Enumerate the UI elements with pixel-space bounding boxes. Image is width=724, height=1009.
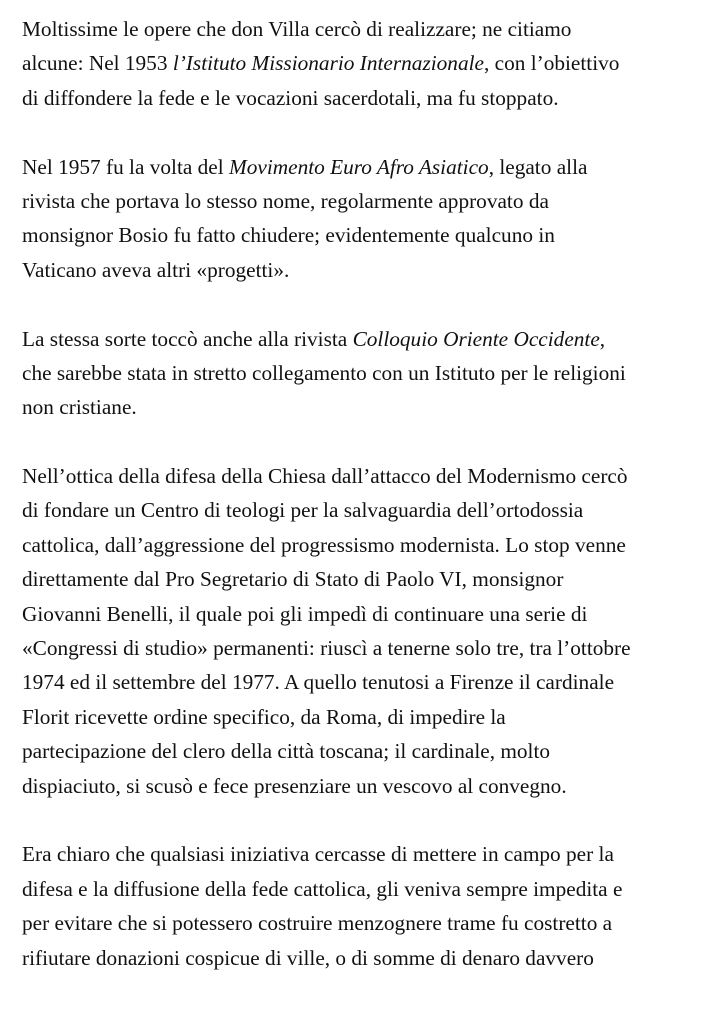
text-run: Nell’ottica della difesa della Chiesa dall’attacco del Modernismo cercò xyxy=(22,464,628,489)
paragraph xyxy=(22,837,712,975)
text-run: di diffondere la fede e le vocazioni sacerdotali, ma fu stoppato. xyxy=(22,85,559,110)
text-run: che sarebbe stata in stretto collegamento con un Istituto per le religioni xyxy=(22,360,626,385)
paragraph xyxy=(22,12,712,115)
text-line xyxy=(22,837,712,871)
text-run: Florit ricevette ordine specifico, da Roma, di impedire la xyxy=(22,704,506,729)
text-run: cattolica, dall’aggressione del progressismo modernista. Lo stop venne xyxy=(22,532,626,557)
text-run: , con l’obiettivo xyxy=(483,51,620,76)
text-line xyxy=(22,218,712,252)
text-run: per evitare che si potessero costruire menzognere trame fu costretto a xyxy=(22,911,613,936)
text-run: , xyxy=(599,326,606,351)
text-run: La stessa sorte toccò anche alla rivista xyxy=(22,326,353,351)
text-run: «Congressi di studio» permanenti: riuscì a tenerne solo tre, tra l’ottobre xyxy=(22,636,631,661)
text-run: Giovanni Benelli, il quale poi gli impedì di continuare una serie di xyxy=(22,601,588,626)
text-run: Nel 1957 fu la volta del xyxy=(22,154,229,179)
text-line xyxy=(22,906,712,940)
text-run: non cristiane. xyxy=(22,395,137,420)
text-line xyxy=(22,81,712,115)
text-run: Moltissime le opere che don Villa cercò di realizzare; ne citiamo xyxy=(22,17,572,41)
text-run: di fondare un Centro di teologi per la salvaguardia dell’ortodossia xyxy=(22,498,584,523)
article-body xyxy=(22,12,712,1009)
text-run: direttamente dal Pro Segretario di Stato di Paolo VI, monsignor xyxy=(22,567,564,592)
italic-title: Colloquio Oriente Occidente xyxy=(352,326,600,351)
text-line xyxy=(22,769,712,803)
italic-title: l’Istituto Missionario Internazionale xyxy=(172,51,484,76)
text-line xyxy=(22,150,712,184)
text-line xyxy=(22,390,712,424)
text-line xyxy=(22,493,712,527)
text-line xyxy=(22,734,712,768)
text-run: rivista che portava lo stesso nome, regolarmente approvato da xyxy=(22,188,549,213)
text-line xyxy=(22,941,712,975)
text-line xyxy=(22,46,712,80)
text-line xyxy=(22,631,712,665)
text-line xyxy=(22,597,712,631)
text-line xyxy=(22,322,712,356)
text-line xyxy=(22,356,712,390)
text-run: 1974 ed il settembre del 1977. A quello tenutosi a Firenze il cardinale xyxy=(22,670,615,695)
text-line xyxy=(22,665,712,699)
paragraph xyxy=(22,150,712,288)
text-run: Era chiaro che qualsiasi iniziativa cercasse di mettere in campo per la xyxy=(22,842,614,867)
text-run: , legato alla xyxy=(488,154,588,179)
text-line xyxy=(22,459,712,493)
text-run: Vaticano aveva altri «progetti». xyxy=(22,257,290,282)
text-line xyxy=(22,253,712,287)
text-run: difesa e la diffusione della fede cattolica, gli veniva sempre impedita e xyxy=(22,876,623,901)
italic-title: Movimento Euro Afro Asiatico xyxy=(229,154,489,179)
text-line xyxy=(22,872,712,906)
text-run: monsignor Bosio fu fatto chiudere; evidentemente qualcuno in xyxy=(22,223,555,248)
text-run: dispiaciuto, si scusò e fece presenziare un vescovo al convegno. xyxy=(22,773,567,798)
paragraph xyxy=(22,322,712,425)
text-line xyxy=(22,12,712,46)
text-run: partecipazione del clero della città toscana; il cardinale, molto xyxy=(22,739,551,764)
paragraph xyxy=(22,459,712,803)
text-run: rifiutare donazioni cospicue di ville, o di somme di denaro davvero xyxy=(22,945,594,970)
text-line xyxy=(22,528,712,562)
text-line xyxy=(22,184,712,218)
text-run: alcune: Nel 1953 xyxy=(22,51,173,76)
text-line xyxy=(22,562,712,596)
text-line xyxy=(22,700,712,734)
